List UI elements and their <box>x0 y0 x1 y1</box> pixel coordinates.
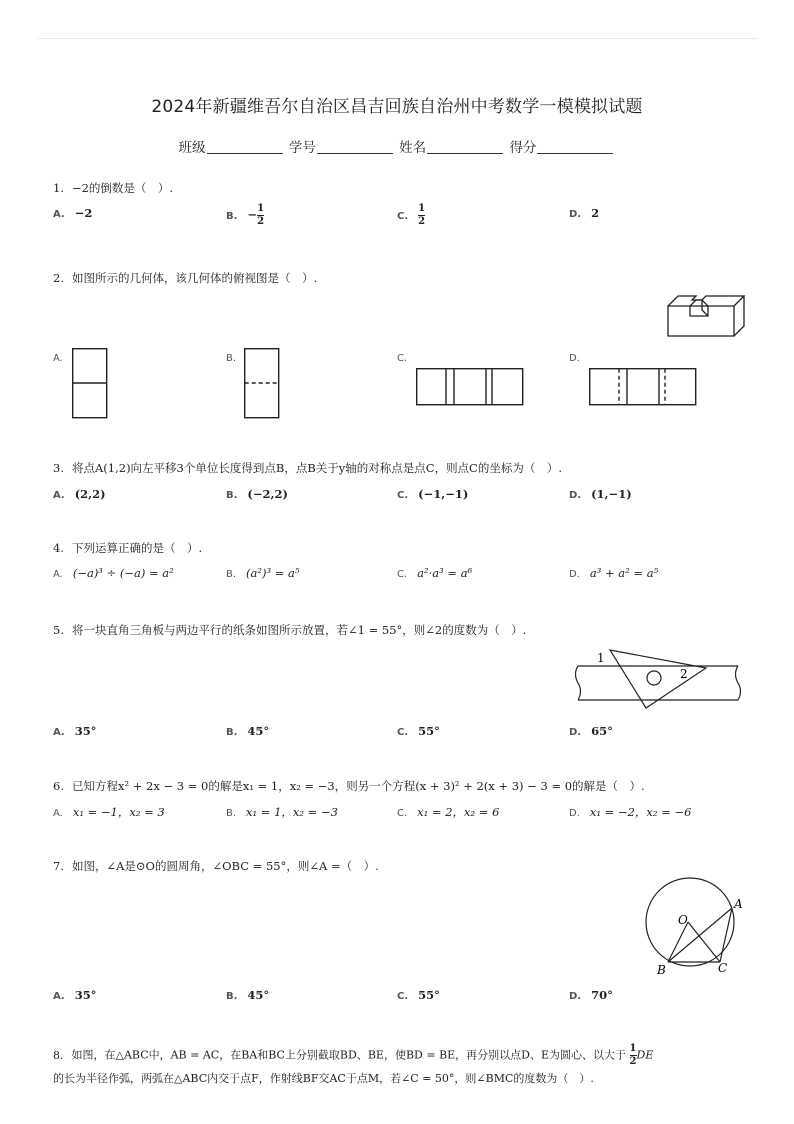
q5-option-c[interactable]: C. 55° <box>397 724 440 738</box>
question-6: 6. 已知方程x² + 2x − 3 = 0的解是x₁ = 1，x₂ = −3，则另一个方程(x + 3)² + 2(x + 3) − 3 = 0的解是（ ）. <box>53 779 645 793</box>
angle-2-label: 2 <box>680 667 688 681</box>
q7-option-c[interactable]: C. 55° <box>397 988 440 1002</box>
q1-option-d[interactable]: D. 2 <box>569 206 600 220</box>
question-2-stem: 如图所示的几何体，该几何体的俯视图是（ ）. <box>71 271 318 285</box>
question-5: 5. 将一块直角三角板与两边平行的纸条如图所示放置，若∠1 = 55°，则∠2的度数为（ ）. <box>53 623 527 637</box>
q4-option-b[interactable]: B. (a²)³ = a⁵ <box>226 566 300 580</box>
q5-option-a[interactable]: A. 35° <box>53 724 97 738</box>
q2-option-c[interactable]: C. <box>397 353 408 364</box>
q1-option-c[interactable]: C. $\frac{1}{2}$ <box>397 203 426 227</box>
q7-circle-figure <box>640 878 748 978</box>
page-title: 2024年新疆维吾尔自治区昌吉回族自治州中考数学一模模拟试题 <box>151 97 643 117</box>
q2-option-a-figure[interactable] <box>72 348 108 420</box>
score-blank[interactable] <box>537 141 613 154</box>
half-fraction: $\frac{1}{2}$ <box>629 1043 637 1067</box>
point-c-label: C <box>718 961 728 975</box>
q6-option-c[interactable]: C. x₁ = 2，x₂ = 6 <box>397 805 500 819</box>
q4-option-d[interactable]: D. a³ + a² = a⁵ <box>569 566 659 580</box>
top-divider <box>38 38 758 39</box>
q3-option-c[interactable]: C. (−1,−1) <box>397 487 469 501</box>
score-label: 得分 <box>509 140 537 156</box>
q1-option-a[interactable]: A. −2 <box>53 206 93 220</box>
q3-option-a[interactable]: A. (2,2) <box>53 487 106 501</box>
question-8-line2 <box>53 1070 594 1086</box>
q4-option-c[interactable]: C. a²·a³ = a⁶ <box>397 566 473 580</box>
q2-option-c-figure[interactable] <box>416 368 524 406</box>
class-blank[interactable] <box>207 141 283 154</box>
question-6-stem: 已知方程x² + 2x − 3 = 0的解是x₁ = 1，x₂ = −3，则另一个方程(x + 3)² + 2(x + 3) − 3 = 0的解是（ ）. <box>71 779 645 793</box>
q6-option-b[interactable]: B. x₁ = 1，x₂ = −3 <box>226 805 338 819</box>
id-label: 学号 <box>288 140 316 156</box>
name-label: 姓名 <box>399 140 427 156</box>
point-o-label: O <box>678 913 688 927</box>
q2-option-b[interactable]: B. <box>226 353 237 364</box>
angle-1-label: 1 <box>597 651 605 665</box>
question-7: 7. 如图，∠A是⊙O的圆周角，∠OBC = 55°，则∠A =（ ）. <box>53 859 379 873</box>
q3-option-b[interactable]: B. (−2,2) <box>226 487 288 501</box>
q2-option-d-figure[interactable] <box>589 368 697 406</box>
question-1: 1. −2的倒数是（ ）. <box>53 181 174 195</box>
question-8: 8. 如图，在△ABC中，AB = AC，在BA和BC上分别截取BD、BE，使BD = BE，再分别以点D、E为圆心、以大于 $\frac{1}{2}$ DE <box>53 1043 654 1067</box>
question-4-stem: 下列运算正确的是（ ）. <box>71 541 203 555</box>
q2-option-b-figure[interactable] <box>244 348 280 420</box>
question-8-stem-line2: 的长为半径作弧，两弧在△ABC内交于点F，作射线BF交AC于点M，若∠C = 50°，则∠BMC的度数为（ ）. <box>53 1072 594 1085</box>
question-2: 2. 如图所示的几何体，该几何体的俯视图是（ ）. <box>53 271 318 285</box>
q7-option-a[interactable]: A. 35° <box>53 988 97 1002</box>
name-blank[interactable] <box>427 141 503 154</box>
question-3: 3. 将点A(1,2)向左平移3个单位长度得到点B，点B关于y轴的对称点是点C，则点C的坐标为（ ）. <box>53 461 563 475</box>
class-label: 班级 <box>178 140 206 156</box>
q2-option-a[interactable]: A. <box>53 353 63 364</box>
q2-option-d[interactable]: D. <box>569 353 580 364</box>
q1-option-b[interactable]: B. − $\frac{1}{2}$ <box>226 203 265 227</box>
question-5-stem: 将一块直角三角板与两边平行的纸条如图所示放置，若∠1 = 55°，则∠2的度数为（ ）. <box>71 623 527 637</box>
q2-solid-figure <box>664 292 744 338</box>
question-7-stem: 如图，∠A是⊙O的圆周角，∠OBC = 55°，则∠A =（ ）. <box>71 859 379 873</box>
point-a-label: A <box>734 897 743 911</box>
q4-option-a[interactable]: A. (−a)³ ÷ (−a) = a² <box>53 566 174 580</box>
q6-option-a[interactable]: A. x₁ = −1，x₂ = 3 <box>53 805 165 819</box>
point-b-label: B <box>657 963 666 977</box>
id-blank[interactable] <box>317 141 393 154</box>
question-8-stem-line1: 如图，在△ABC中，AB = AC，在BA和BC上分别截取BD、BE，使BD = BE，再分别以点D、E为圆心、以大于 <box>71 1048 627 1062</box>
question-4: 4. 下列运算正确的是（ ）. <box>53 541 203 555</box>
q5-option-d[interactable]: D. 65° <box>569 724 613 738</box>
q3-option-d[interactable]: D. (1,−1) <box>569 487 632 501</box>
q5-triangle-strip-figure <box>570 644 742 714</box>
question-1-stem: −2的倒数是（ ）. <box>71 181 174 195</box>
student-info-line <box>0 136 794 156</box>
q7-option-d[interactable]: D. 70° <box>569 988 613 1002</box>
q6-option-d[interactable]: D. x₁ = −2，x₂ = −6 <box>569 805 692 819</box>
q7-option-b[interactable]: B. 45° <box>226 988 270 1002</box>
question-3-stem: 将点A(1,2)向左平移3个单位长度得到点B，点B关于y轴的对称点是点C，则点C的坐标为（ ）. <box>71 461 563 475</box>
q5-option-b[interactable]: B. 45° <box>226 724 270 738</box>
